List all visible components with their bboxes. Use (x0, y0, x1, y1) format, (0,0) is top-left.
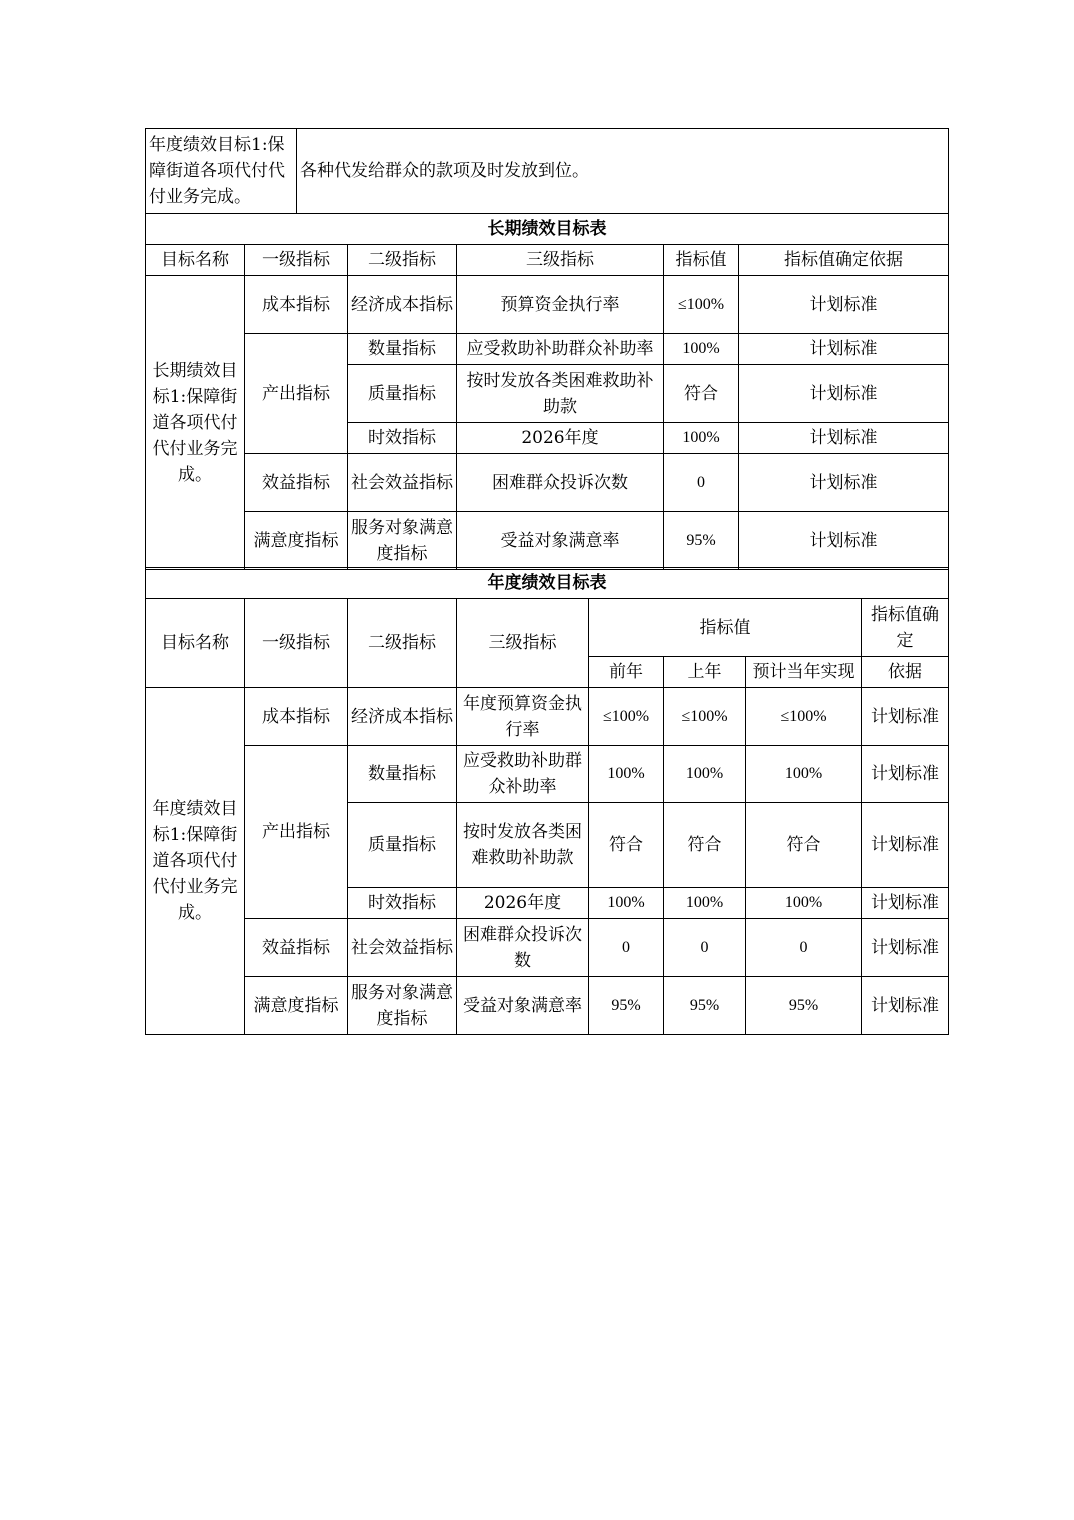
table-row (146, 454, 949, 512)
header-basis: 指标值确定 (862, 599, 949, 657)
header-goal-name: 目标名称 (146, 599, 245, 688)
annual-goal-table (145, 567, 949, 1035)
prev2-cell: ≤100% (589, 688, 664, 746)
current-cell: 100% (746, 888, 862, 919)
basis-cell: 计划标准 (739, 334, 949, 365)
prev1-cell: 符合 (664, 803, 746, 888)
level3-cell: 2026年度 (457, 888, 589, 919)
subheader-current: 预计当年实现 (746, 657, 862, 688)
level3-cell: 年度预算资金执行率 (457, 688, 589, 746)
prev1-cell: ≤100% (664, 688, 746, 746)
level2-cell: 社会效益指标 (348, 454, 457, 512)
header-level2: 二级指标 (348, 599, 457, 688)
level3-cell: 按时发放各类困难救助补助款 (457, 365, 664, 423)
level2-cell: 时效指标 (348, 888, 457, 919)
level2-cell: 服务对象满意度指标 (348, 512, 457, 570)
value-cell: 100% (664, 423, 739, 454)
basis-cell: 计划标准 (739, 512, 949, 570)
level2-cell: 经济成本指标 (348, 688, 457, 746)
value-cell: 100% (664, 334, 739, 365)
header-value: 指标值 (589, 599, 862, 657)
level2-cell: 数量指标 (348, 746, 457, 803)
header-goal-name: 目标名称 (146, 245, 245, 276)
header-level3: 三级指标 (457, 245, 664, 276)
level3-cell: 应受救助补助群众补助率 (457, 746, 589, 803)
basis-cell: 计划标准 (862, 746, 949, 803)
level2-cell: 时效指标 (348, 423, 457, 454)
basis-cell: 计划标准 (739, 365, 949, 423)
level1-cell: 产出指标 (245, 746, 348, 919)
annual-table-title: 年度绩效目标表 (146, 568, 949, 599)
basis-cell: 计划标准 (739, 276, 949, 334)
level3-cell: 困难群众投诉次数 (457, 454, 664, 512)
level2-cell: 社会效益指标 (348, 919, 457, 977)
basis-cell: 计划标准 (739, 454, 949, 512)
basis-cell: 计划标准 (739, 423, 949, 454)
table-row (146, 512, 949, 570)
annual-goal-content: 各种代发给群众的款项及时发放到位。 (297, 129, 949, 214)
prev2-cell: 100% (589, 888, 664, 919)
value-cell: ≤100% (664, 276, 739, 334)
prev1-cell: 100% (664, 888, 746, 919)
level1-cell: 满意度指标 (245, 512, 348, 570)
level3-cell: 按时发放各类困难救助补助款 (457, 803, 589, 888)
basis-cell: 计划标准 (862, 919, 949, 977)
level3-cell: 应受救助补助群众补助率 (457, 334, 664, 365)
prev1-cell: 100% (664, 746, 746, 803)
level2-cell: 质量指标 (348, 803, 457, 888)
prev1-cell: 0 (664, 919, 746, 977)
subheader-prev2: 前年 (589, 657, 664, 688)
level3-cell: 受益对象满意率 (457, 512, 664, 570)
basis-cell: 计划标准 (862, 977, 949, 1035)
table-row (146, 746, 949, 803)
basis-cell: 计划标准 (862, 888, 949, 919)
header-level1: 一级指标 (245, 599, 348, 688)
annual-goal-summary-table (145, 128, 949, 214)
prev2-cell: 符合 (589, 803, 664, 888)
subheader-basis: 依据 (862, 657, 949, 688)
long-term-table-title: 长期绩效目标表 (146, 214, 949, 245)
basis-cell: 计划标准 (862, 688, 949, 746)
level2-cell: 经济成本指标 (348, 276, 457, 334)
current-cell: 符合 (746, 803, 862, 888)
current-cell: 100% (746, 746, 862, 803)
long-term-goal-table (145, 213, 949, 570)
current-cell: 95% (746, 977, 862, 1035)
table-row (146, 919, 949, 977)
level1-cell: 满意度指标 (245, 977, 348, 1035)
header-level3: 三级指标 (457, 599, 589, 688)
level1-cell: 效益指标 (245, 919, 348, 977)
level1-cell: 成本指标 (245, 688, 348, 746)
header-basis: 指标值确定依据 (739, 245, 949, 276)
level2-cell: 质量指标 (348, 365, 457, 423)
level2-cell: 数量指标 (348, 334, 457, 365)
header-level1: 一级指标 (245, 245, 348, 276)
annual-goal-label: 年度绩效目标1:保障街道各项代付代付业务完成。 (146, 129, 297, 214)
prev2-cell: 0 (589, 919, 664, 977)
level2-cell: 服务对象满意度指标 (348, 977, 457, 1035)
header-level2: 二级指标 (348, 245, 457, 276)
level1-cell: 效益指标 (245, 454, 348, 512)
level3-cell: 受益对象满意率 (457, 977, 589, 1035)
prev1-cell: 95% (664, 977, 746, 1035)
value-cell: 95% (664, 512, 739, 570)
basis-cell: 计划标准 (862, 803, 949, 888)
long-term-header-row (146, 245, 949, 276)
current-cell: ≤100% (746, 688, 862, 746)
level3-cell: 困难群众投诉次数 (457, 919, 589, 977)
long-term-goal-name: 长期绩效目标1:保障街道各项代付代付业务完成。 (146, 276, 245, 570)
annual-goal-name: 年度绩效目标1:保障街道各项代付代付业务完成。 (146, 688, 245, 1035)
table-row (146, 276, 949, 334)
value-cell: 0 (664, 454, 739, 512)
header-value: 指标值 (664, 245, 739, 276)
level1-cell: 产出指标 (245, 334, 348, 454)
subheader-prev1: 上年 (664, 657, 746, 688)
level3-cell: 预算资金执行率 (457, 276, 664, 334)
current-cell: 0 (746, 919, 862, 977)
level1-cell: 成本指标 (245, 276, 348, 334)
prev2-cell: 100% (589, 746, 664, 803)
table-row (146, 977, 949, 1035)
level3-cell: 2026年度 (457, 423, 664, 454)
prev2-cell: 95% (589, 977, 664, 1035)
value-cell: 符合 (664, 365, 739, 423)
annual-header-row (146, 599, 949, 657)
table-row (146, 334, 949, 365)
table-row (146, 688, 949, 746)
